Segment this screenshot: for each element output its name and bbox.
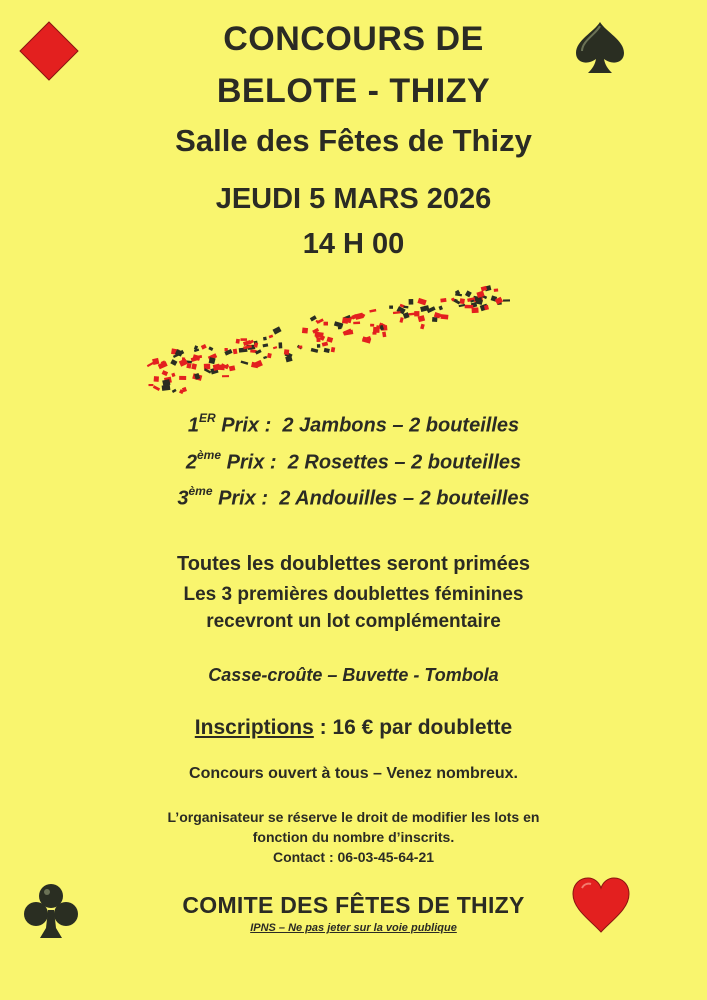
- card-fleck: [298, 346, 302, 349]
- card-fleck: [342, 317, 349, 324]
- card-fleck: [382, 332, 386, 338]
- card-fleck: [417, 298, 426, 305]
- card-fleck: [310, 315, 317, 321]
- card-fleck: [459, 304, 466, 307]
- card-fleck: [370, 324, 374, 327]
- card-fleck: [460, 298, 465, 304]
- card-fleck: [154, 376, 159, 382]
- event-date: JEUDI 5 MARS 2026: [215, 183, 492, 215]
- card-fleck: [353, 322, 360, 325]
- card-fleck: [279, 342, 283, 348]
- venue: Salle des Fêtes de Thizy: [175, 123, 532, 158]
- card-fleck: [233, 349, 238, 355]
- card-fleck: [465, 290, 472, 297]
- card-fleck: [171, 373, 175, 377]
- card-fleck: [324, 348, 330, 353]
- prize-1: 1ER Prix : 2 Jambons – 2 bouteilles: [187, 411, 520, 437]
- card-fleck: [241, 361, 249, 365]
- card-fleck: [218, 365, 225, 371]
- card-fleck: [191, 363, 197, 369]
- registration-label: Inscriptions: [194, 716, 314, 739]
- card-fleck: [201, 344, 207, 350]
- card-fleck: [399, 317, 403, 323]
- card-fleck: [326, 337, 333, 343]
- card-fleck: [236, 339, 240, 344]
- title-line-1: CONCOURS DE: [223, 20, 484, 58]
- card-fleck: [409, 299, 414, 305]
- card-fleck: [263, 356, 267, 359]
- card-fleck: [172, 389, 177, 393]
- card-fleck: [149, 384, 154, 386]
- card-fleck: [420, 324, 425, 330]
- women-prize-line-1: Les 3 premières doublettes féminines: [183, 584, 524, 605]
- card-fleck: [162, 370, 169, 376]
- card-fleck: [440, 298, 446, 302]
- prize-2: 2ème Prix : 2 Rosettes – 2 bouteilles: [185, 447, 522, 474]
- ipns-notice: IPNS – Ne pas jeter sur la voie publique: [250, 922, 457, 934]
- card-fleck: [229, 365, 236, 371]
- committee-name: COMITE DES FÊTES DE THIZY: [182, 892, 525, 918]
- card-fleck: [324, 322, 329, 326]
- card-fleck: [170, 359, 177, 366]
- card-fleck: [208, 346, 213, 351]
- card-fleck: [403, 306, 408, 309]
- card-fleck: [204, 364, 210, 370]
- card-fleck: [311, 348, 319, 353]
- event-time: 14 H 00: [302, 228, 405, 260]
- organizer-note-2: fonction du nombre d’inscrits.: [252, 829, 455, 845]
- card-fleck: [284, 349, 289, 355]
- card-fleck: [179, 376, 186, 380]
- card-fleck: [322, 342, 328, 347]
- registration-price: : 16 € par doublette: [313, 716, 513, 739]
- prize-list: [0, 405, 707, 515]
- card-fleck: [494, 289, 499, 292]
- card-fleck: [222, 375, 229, 377]
- extras: Casse-croûte – Buvette - Tombola: [208, 665, 499, 685]
- card-fleck: [393, 311, 401, 314]
- contact-phone: Contact : 06-03-45-64-21: [272, 849, 435, 865]
- card-fleck: [269, 335, 274, 339]
- card-fleck: [302, 328, 308, 334]
- card-fleck: [439, 306, 443, 311]
- prize-3: 3ème Prix : 2 Andouilles – 2 bouteilles: [177, 484, 530, 510]
- card-fleck: [152, 358, 159, 365]
- playing-cards-swarm: [140, 275, 510, 395]
- card-fleck: [369, 309, 376, 313]
- card-fleck: [273, 346, 277, 349]
- card-fleck: [331, 347, 335, 352]
- card-fleck: [153, 385, 160, 391]
- organizer-note-1: L’organisateur se réserve le droit de modifier les lots en: [167, 809, 540, 825]
- open-to-all: Concours ouvert à tous – Venez nombreux.: [189, 765, 518, 782]
- card-fleck: [432, 317, 437, 322]
- title-line-2: BELOTE - THIZY: [216, 72, 491, 110]
- card-fleck: [465, 305, 474, 309]
- card-fleck: [317, 344, 320, 348]
- card-fleck: [273, 326, 282, 334]
- card-fleck: [263, 337, 267, 341]
- card-fleck: [162, 385, 171, 391]
- women-prize-line-2: recevront un lot complémentaire: [206, 611, 501, 632]
- card-fleck: [225, 348, 228, 351]
- card-fleck: [389, 306, 393, 309]
- card-fleck: [263, 343, 269, 347]
- registration: [0, 716, 707, 740]
- card-fleck: [503, 299, 510, 301]
- card-fleck: [241, 338, 248, 341]
- card-fleck: [414, 311, 419, 316]
- card-fleck: [267, 353, 272, 358]
- all-teams-rewarded: Toutes les doublettes seront primées: [176, 553, 531, 575]
